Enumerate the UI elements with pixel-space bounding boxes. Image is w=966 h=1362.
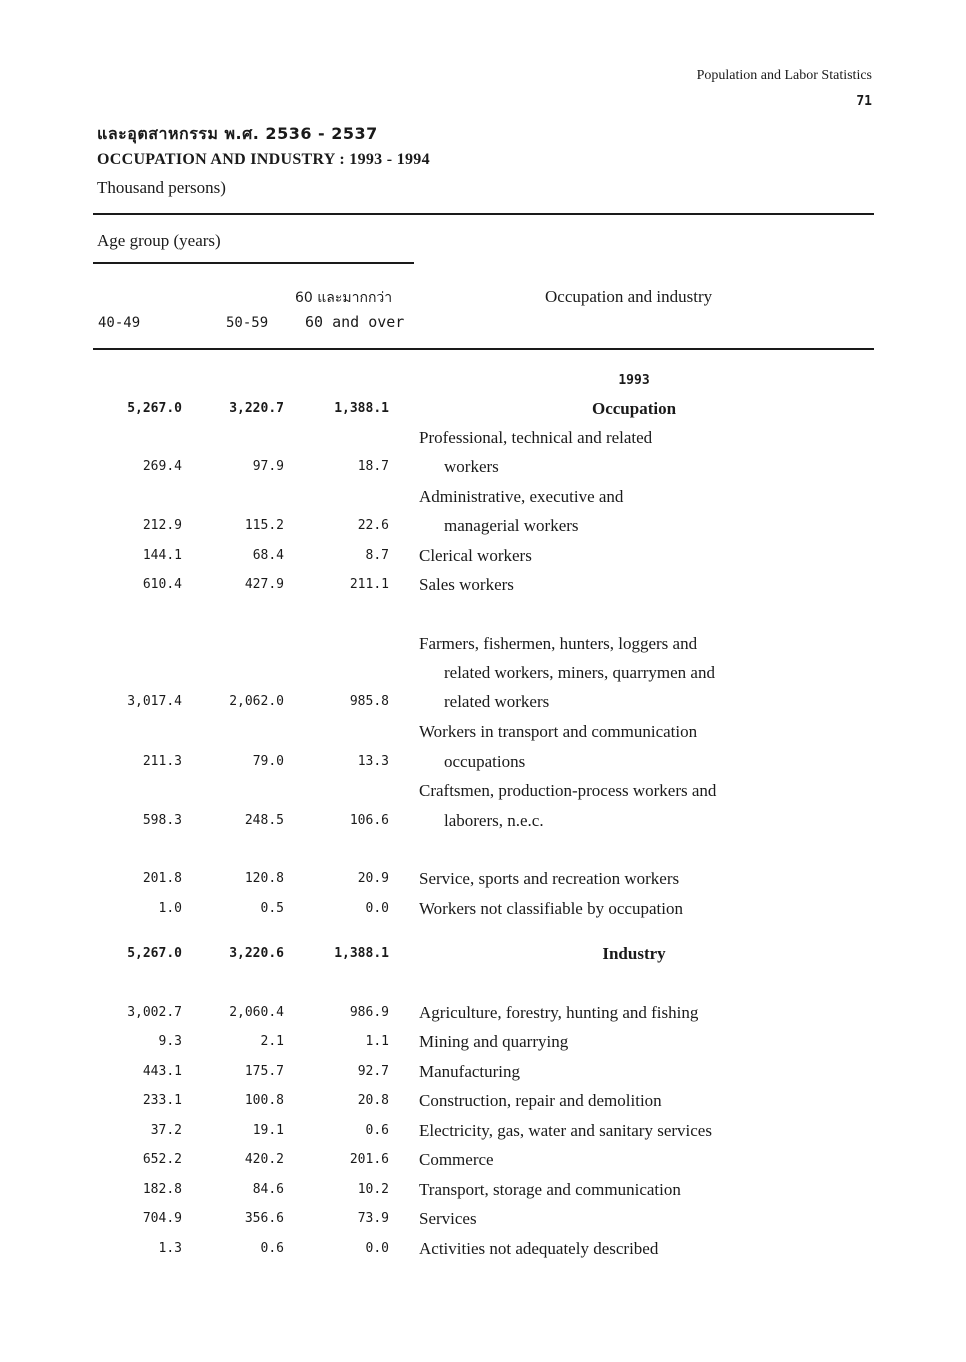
- value-50-59: 97.9: [252, 459, 284, 474]
- value-60-over: 106.6: [349, 813, 389, 828]
- value-40-49: 233.1: [142, 1093, 182, 1108]
- value-50-59: 427.9: [244, 577, 284, 592]
- table-row: [0, 1148, 966, 1172]
- table-row: [0, 1178, 966, 1202]
- table-row: [0, 397, 966, 421]
- value-50-59: 175.7: [244, 1064, 284, 1079]
- value-50-59: 68.4: [252, 548, 284, 563]
- value-60-over: 13.3: [357, 754, 389, 769]
- value-40-49: 5,267.0: [127, 401, 182, 416]
- value-60-over: 211.1: [349, 577, 389, 592]
- row-label: Workers in transport and communication: [419, 722, 698, 741]
- col-header-60-thai: 60 และมากกว่า: [295, 290, 393, 306]
- value-60-over: 985.8: [349, 694, 389, 709]
- table-row: [0, 942, 966, 966]
- value-50-59: 115.2: [244, 518, 284, 533]
- table-row: [0, 1060, 966, 1084]
- value-50-59: 2.1: [260, 1034, 284, 1049]
- value-50-59: 84.6: [252, 1182, 284, 1197]
- row-label: Sales workers: [419, 575, 514, 594]
- row-label: Mining and quarrying: [419, 1032, 569, 1051]
- value-40-49: 269.4: [142, 459, 182, 474]
- running-head: Population and Labor Statistics: [696, 68, 872, 83]
- value-40-49: 211.3: [142, 754, 182, 769]
- table-row: [0, 485, 966, 509]
- col-header-50-59: 50-59: [226, 315, 269, 331]
- unit-note: Thousand persons): [97, 178, 226, 197]
- value-60-over: 1,388.1: [334, 401, 389, 416]
- row-label: related workers: [444, 692, 550, 711]
- row-label: Craftsmen, production-process workers and: [419, 781, 717, 800]
- value-60-over: 1.1: [365, 1034, 389, 1049]
- row-label: Farmers, fishermen, hunters, loggers and: [419, 634, 698, 653]
- row-label: Administrative, executive and: [419, 487, 624, 506]
- table-row: [0, 1119, 966, 1143]
- value-60-over: 73.9: [357, 1211, 389, 1226]
- row-label: managerial workers: [444, 516, 579, 535]
- value-50-59: 3,220.6: [229, 946, 284, 961]
- title-english: OCCUPATION AND INDUSTRY : 1993 - 1994: [97, 151, 430, 168]
- age-group-heading: Age group (years): [97, 231, 221, 250]
- table-row: [0, 1237, 966, 1261]
- row-label: related workers, miners, quarrymen and: [444, 663, 715, 682]
- value-40-49: 144.1: [142, 548, 182, 563]
- table-row: [0, 1001, 966, 1025]
- value-40-49: 182.8: [142, 1182, 182, 1197]
- table-row: [0, 426, 966, 450]
- page-number: 71: [856, 94, 872, 109]
- value-60-over: 986.9: [349, 1005, 389, 1020]
- row-label: Commerce: [419, 1150, 494, 1169]
- value-40-49: 5,267.0: [127, 946, 182, 961]
- row-label: Professional, technical and related: [419, 428, 653, 447]
- value-50-59: 0.6: [260, 1241, 284, 1256]
- value-40-49: 201.8: [142, 871, 182, 886]
- value-40-49: 598.3: [142, 813, 182, 828]
- table-row: [0, 455, 966, 479]
- value-40-49: 9.3: [158, 1034, 182, 1049]
- top-rule: [93, 213, 874, 215]
- row-label: Services: [419, 1209, 477, 1228]
- table-row: [0, 1089, 966, 1113]
- value-40-49: 1.0: [158, 901, 182, 916]
- table-row: [0, 661, 966, 685]
- value-60-over: 1,388.1: [334, 946, 389, 961]
- value-60-over: 20.8: [357, 1093, 389, 1108]
- row-label: occupations: [444, 752, 526, 771]
- section-heading: Occupation: [591, 399, 677, 418]
- value-60-over: 201.6: [349, 1152, 389, 1167]
- value-50-59: 248.5: [244, 813, 284, 828]
- table-row: [0, 544, 966, 568]
- header-rule: [93, 348, 874, 350]
- row-label: Activities not adequately described: [419, 1239, 659, 1258]
- row-label: workers: [444, 457, 499, 476]
- row-label: Agriculture, forestry, hunting and fishing: [419, 1003, 699, 1022]
- section-heading: Industry: [602, 944, 666, 963]
- value-40-49: 610.4: [142, 577, 182, 592]
- row-label: Clerical workers: [419, 546, 532, 565]
- value-50-59: 3,220.7: [229, 401, 284, 416]
- table-row: [0, 573, 966, 597]
- year-heading: 1993: [618, 373, 650, 388]
- value-50-59: 19.1: [252, 1123, 284, 1138]
- row-label: Electricity, gas, water and sanitary services: [419, 1121, 712, 1140]
- value-40-49: 37.2: [150, 1123, 182, 1138]
- value-50-59: 356.6: [244, 1211, 284, 1226]
- value-40-49: 1.3: [158, 1241, 182, 1256]
- table-row: [0, 750, 966, 774]
- value-50-59: 2,062.0: [229, 694, 284, 709]
- table-row: [0, 514, 966, 538]
- table-row: [0, 1207, 966, 1231]
- age-group-rule: [93, 262, 414, 264]
- row-label: Construction, repair and demolition: [419, 1091, 662, 1110]
- value-60-over: 0.6: [365, 1123, 389, 1138]
- table-row: [0, 1030, 966, 1054]
- value-60-over: 18.7: [357, 459, 389, 474]
- value-60-over: 8.7: [365, 548, 389, 563]
- value-60-over: 0.0: [365, 901, 389, 916]
- table-row: [0, 632, 966, 656]
- row-label: laborers, n.e.c.: [444, 811, 544, 830]
- value-60-over: 92.7: [357, 1064, 389, 1079]
- title-thai: และอุตสาหกรรม พ.ศ. 2536 - 2537: [97, 124, 378, 143]
- col-header-60-over: 60 and over: [305, 313, 405, 331]
- value-40-49: 704.9: [142, 1211, 182, 1226]
- value-60-over: 0.0: [365, 1241, 389, 1256]
- table-row: [0, 720, 966, 744]
- table-row: [0, 897, 966, 921]
- col-header-40-49: 40-49: [98, 315, 141, 331]
- value-50-59: 100.8: [244, 1093, 284, 1108]
- value-50-59: 79.0: [252, 754, 284, 769]
- col-header-occupation-industry: Occupation and industry: [545, 287, 713, 306]
- value-40-49: 652.2: [142, 1152, 182, 1167]
- value-50-59: 2,060.4: [229, 1005, 284, 1020]
- table-row: [0, 779, 966, 803]
- row-label: Manufacturing: [419, 1062, 521, 1081]
- value-40-49: 3,002.7: [127, 1005, 182, 1020]
- value-60-over: 22.6: [357, 518, 389, 533]
- value-40-49: 212.9: [142, 518, 182, 533]
- table-row: [0, 690, 966, 714]
- row-label: Service, sports and recreation workers: [419, 869, 680, 888]
- value-50-59: 120.8: [244, 871, 284, 886]
- row-label: Workers not classifiable by occupation: [419, 899, 683, 918]
- value-40-49: 443.1: [142, 1064, 182, 1079]
- table-row: [0, 369, 966, 393]
- row-label: Transport, storage and communication: [419, 1180, 681, 1199]
- value-40-49: 3,017.4: [127, 694, 182, 709]
- table-row: [0, 809, 966, 833]
- value-50-59: 0.5: [260, 901, 284, 916]
- value-50-59: 420.2: [244, 1152, 284, 1167]
- value-60-over: 20.9: [357, 871, 389, 886]
- table-row: [0, 867, 966, 891]
- value-60-over: 10.2: [357, 1182, 389, 1197]
